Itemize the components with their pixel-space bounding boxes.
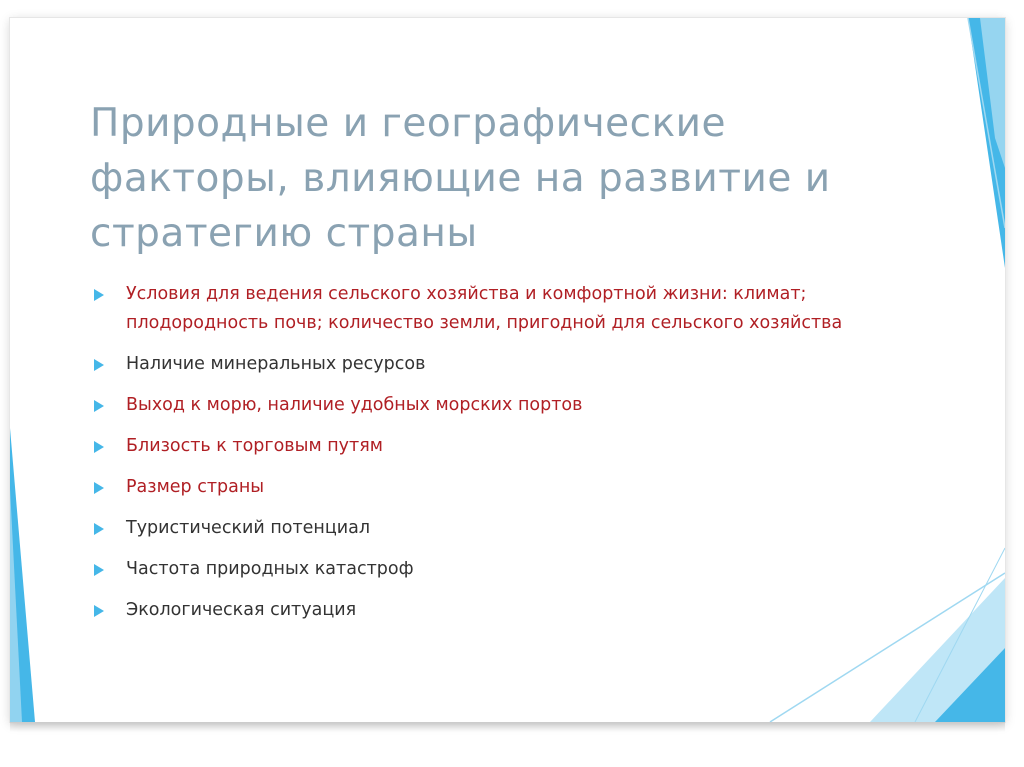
bullet-text: Близость к торговым путям xyxy=(126,436,383,456)
triangle-right-icon xyxy=(94,289,104,301)
triangle-right-icon xyxy=(94,359,104,371)
triangle-right-icon xyxy=(94,482,104,494)
bullet-text: Выход к морю, наличие удобных морских портов xyxy=(126,395,583,415)
slide-shadow xyxy=(10,722,1005,732)
bullet-item xyxy=(94,391,954,420)
bullet-item xyxy=(94,514,954,543)
bullet-item xyxy=(94,596,954,625)
bullet-list xyxy=(94,280,954,637)
bullet-text: Наличие минеральных ресурсов xyxy=(126,354,426,374)
bullet-item xyxy=(94,432,954,461)
bullet-item xyxy=(94,350,954,379)
presentation-slide xyxy=(10,18,1005,722)
slide-title: Природные и географические факторы, влияющие на развитие и стратегию страны xyxy=(90,101,831,256)
bullet-item xyxy=(94,555,954,584)
triangle-right-icon xyxy=(94,441,104,453)
triangle-right-icon xyxy=(94,523,104,535)
bullet-text: Размер страны xyxy=(126,477,265,497)
triangle-right-icon xyxy=(94,605,104,617)
bullet-item xyxy=(94,280,954,338)
bullet-text: Туристический потенциал xyxy=(126,518,371,538)
bullet-text: Частота природных катастроф xyxy=(126,559,414,579)
triangle-right-icon xyxy=(94,400,104,412)
bullet-text: Условия для ведения сельского хозяйства и комфортной жизни: климат; плодородность почв; количество земли, пригодной для сельского хозяйства xyxy=(126,284,843,333)
triangle-right-icon xyxy=(94,564,104,576)
bullet-text: Экологическая ситуация xyxy=(126,600,357,620)
bullet-item xyxy=(94,473,954,502)
